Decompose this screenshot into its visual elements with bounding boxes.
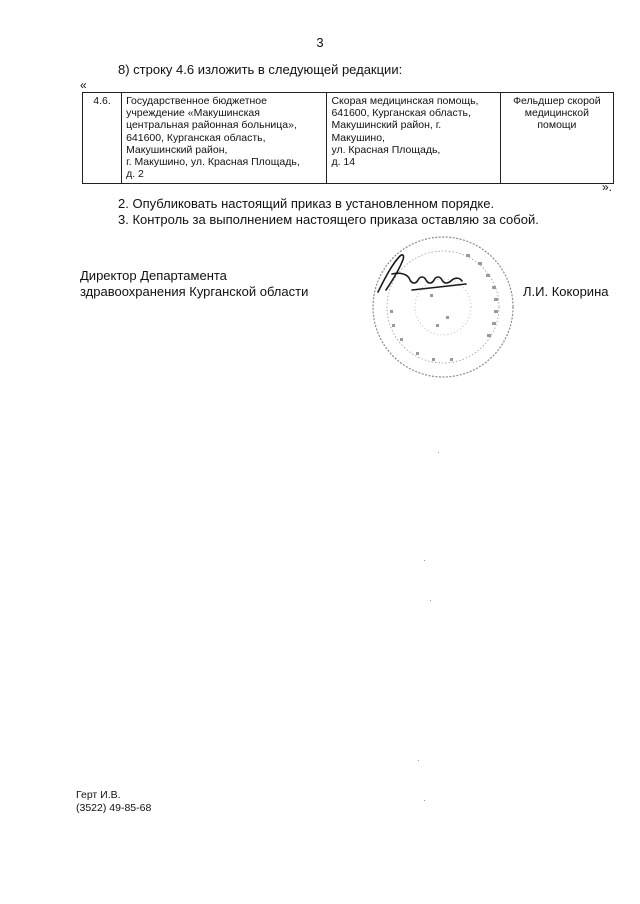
opening-quote: « [80, 78, 87, 92]
signer-title-line1: Директор Департамента [80, 268, 227, 283]
contact-phone: (3522) 49-85-68 [76, 802, 152, 814]
institution-line: д. 2 [126, 168, 144, 181]
service-line: д. 14 [331, 156, 356, 169]
signer-title-line2: здравоохранения Курганской области [80, 284, 309, 299]
service-line: Макушино, [331, 131, 385, 144]
handwritten-signature [370, 250, 470, 300]
page-number: 3 [316, 35, 324, 50]
amendment-intro: 8) строку 4.6 изложить в следующей редакции: [118, 62, 403, 77]
service-line: 641600, Курганская область, [331, 107, 471, 120]
service-line: ул. Красная Площадь, [331, 143, 441, 156]
row-number-cell: 4.6. [83, 93, 122, 184]
position-line: помощи [537, 119, 577, 132]
scan-speck [430, 600, 431, 601]
service-line: Скорая медицинская помощь, [331, 95, 479, 107]
position-line: медицинской [524, 107, 589, 120]
service-cell [327, 93, 500, 184]
position-cell [500, 93, 613, 184]
position-line: Фельдшер скорой [513, 95, 601, 107]
scan-speck [424, 800, 425, 801]
paragraph-control: 3. Контроль за выполнением настоящего приказа оставляю за собой. [118, 212, 539, 227]
scan-speck [418, 760, 419, 761]
institution-line: Государственное бюджетное [126, 95, 267, 107]
institution-line: центральная районная больница», [126, 119, 297, 132]
table-row [83, 93, 614, 184]
service-line: Макушинский район, г. [331, 119, 442, 132]
contact-name: Герт И.В. [76, 789, 121, 801]
scan-speck [424, 560, 425, 561]
institution-line: учреждение «Макушинская [126, 107, 260, 120]
institution-line: г. Макушино, ул. Красная Площадь, [126, 156, 300, 169]
paragraph-publish: 2. Опубликовать настоящий приказ в установленном порядке. [118, 196, 495, 211]
amended-row-table [82, 92, 614, 184]
closing-quote: ». [602, 180, 613, 194]
institution-cell [122, 93, 327, 184]
scan-speck [438, 452, 439, 453]
institution-line: Макушинский район, [126, 143, 228, 156]
signer-name: Л.И. Кокорина [523, 284, 609, 299]
institution-line: 641600, Курганская область, [126, 131, 266, 144]
